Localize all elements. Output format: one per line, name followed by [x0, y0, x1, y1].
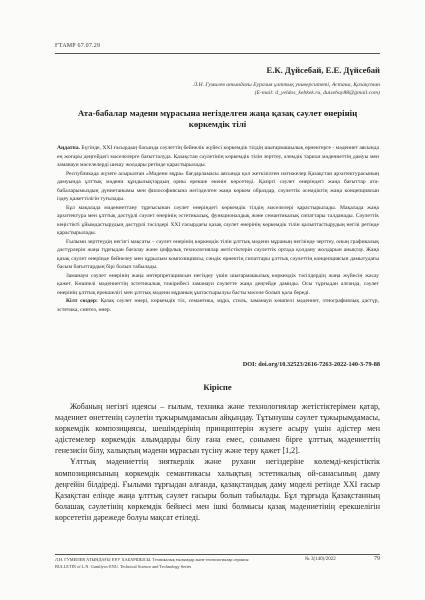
- authors: Е.К. Дүйсебай, Е.Е. Дүйсебай: [266, 65, 380, 75]
- abstract-paragraph: Бұл мақалада мәдениеттану тұрғысынан сәулет өнеріндегі көркемдік тілдің мәселелері қарастырылады. Мақалада жаңа архитектура мен ұлттық дәстүрлі сәулет өнерінің эстетикалық, функционалдық және семантикалық сипаттары талданады. Сәулеттік кеңістікті ұйымдастырудың дәстүрлі тәсілдері XXI ғасырдағы қазақ сәулет өнерінің көркемдік тілін қалыптастырудың негізі ретінде қарастырылады.: [57, 204, 379, 236]
- page-number: 79: [374, 556, 380, 562]
- abstract-text: Бүгінде, XXI ғасырдың басында сәулеттің бейнелік жүйесі көркемдік тілдің шығармашылық өрнектерге - мәдениет аясында ең жоғары деңгейдегі мәселелерге бағытталуда. Қазақстан сәулетінің көркемдік тілін зерттеу, әлемдік тарихи мәдениеттің дамуы мен заманауи мәселелерді шешу жолдары ретінде қарастырылады.: [57, 145, 379, 168]
- footer-journal: [55, 557, 305, 570]
- footer-divider: [55, 554, 380, 555]
- keywords-text: Қазақ сәулет өнері, көркемдік тіл, семантика, мұра, стиль, заманауи көшпелі мәдениет, этнографиялық дәстүр, эстетика, синтез, өнер.: [57, 298, 379, 313]
- abstract-paragraph: Республикада жүзеге асырылған «Мәдени мұра» бағдарламасы аясында қол жеткізілген нәтижелер Қазақстан архитектурасының дамуында ұлттық мәдени құндылықтардың орны ерекше екенін көрсетеді. Қазіргі сәулет өнеріндегі жаңа бағыттар ата-бабаларымыздың дүниетанымы мен философиясына негізделген жаңа көркем образдар, сәулеттік әсемдіктің жаңа концепциясын іздеу қажеттілігін туғызады.: [57, 170, 379, 202]
- body-paragraph: Жобаның негізгі идеясы – ғылым, техника және технологиялар жетістіктерімен қатар, мәдениет өнеттенің сәулетін тұжырымдамасын айқындау. Тұтынушы сәулет тұжырымдамасы, көркемдік композициясы, шешімдерінің принциптерін жүзеге асыру үшін әдістер мен әдістемелер көркемдік алымдарды білу ғана емес, сонымен бірге ұлттық мәдениеттің генезисін білу, халықтың мәдени мұрасын түсіну және теру қажет [1,2].: [55, 402, 380, 456]
- abstract: [57, 144, 379, 350]
- body-text: [55, 401, 380, 550]
- keywords: [57, 297, 379, 314]
- affiliation: Л.Н. Гумилев атындағы Еуразия ұлттық университеті, Астана, Қазақстан: [193, 82, 380, 88]
- abstract-paragraph: Ғылыми зерттеудің негізгі мақсаты – сәулет өнерінің көркемдік тілін ұлттық мәдени мұраның негізінде зерттеу, оның графикалық дәстүрлерін жаңа тұрғыдан бағалау және цифрлық технологиялар жетістіктерін сәулеттік ортада қолдану жолдарын анықтау. Жаңа қазақ сәулет өнерінде бейнелеу мен құрылым композициясы, сәндік өрнектің сипаттары ұлттық сәулеттің концепциясын дамытудағы басым бағыттардың бірі болып табылады.: [57, 238, 379, 270]
- classification-code: ҒТАМР 67.07.29: [55, 43, 101, 49]
- author-email: (E-mail: d_yeldos_kebkek.ru, duisebay88@gmail.com): [254, 90, 380, 96]
- doi: DOI: doi.org/10.32523/2616-7263-2022-140-3-79-88: [242, 361, 380, 368]
- abstract-paragraph: Заманауи сәулет өнерінің жаңа интерпретациясын негіздеу үшін шығармашылық көркемдік тәсілдердің жаңа жүйесін жасау қажет. Көшпелі мәдениеттің эстетикалық тәжірибесі заманауи сәулетте жаңа деңгейде дамиды. Осы тұрғыдан алғанда, сәулет өнерінің ұлттық ерекшелігі мен ұлттық мәдени мұраның ұштастырылуы басты мәселе болып қала береді.: [57, 272, 379, 296]
- section-heading: Кіріспе: [203, 382, 232, 392]
- header-divider: [55, 53, 380, 54]
- footer-journal-kz: Л.Н. ГУМИЛЕВ АТЫНДАҒЫ ЕҰУ ХАБАРШЫСЫ. Техникалық ғылымдар және технологиялар сериясы: [55, 557, 249, 562]
- keywords-label: Кілт сөздер:: [66, 298, 98, 304]
- footer-issue: № 3(140)/2022: [305, 557, 336, 562]
- body-paragraph: Ұлттық мәдениеттің зияткерлік және рухани негіздеріне көлемді-кеңістіктік композициясының көркемдік семантикасы халықтың эстетикалық ой-санасының даму деңгейін білдіреді. Ғылыми тұрғыдан алғанда, қазақстандық даму моделі ретінде XXI ғасыр Қазақстан елінде жаңа ұлттық сәулет ғасыры болып табылады. Бұл тұрғыда Қазақстанның болашақ сәулетінің көркемдік бейнесі мен ішкі болмысы қазақ мәдениетінің ерекшелігін көрсететін дәрежеде болуы мақсат етіледі.: [55, 457, 380, 522]
- paper-title: Ата-бабалар мәдени мұрасына негізделген жаңа қазақ сәулет өнерінің көркемдік тілі: [77, 108, 358, 129]
- abstract-label: Аңдатпа.: [57, 145, 80, 151]
- abstract-paragraph: [57, 144, 379, 170]
- footer-journal-en: BULLETIN of L.N. Gumilyov ENU. Technical Science and Technology Series: [55, 563, 192, 569]
